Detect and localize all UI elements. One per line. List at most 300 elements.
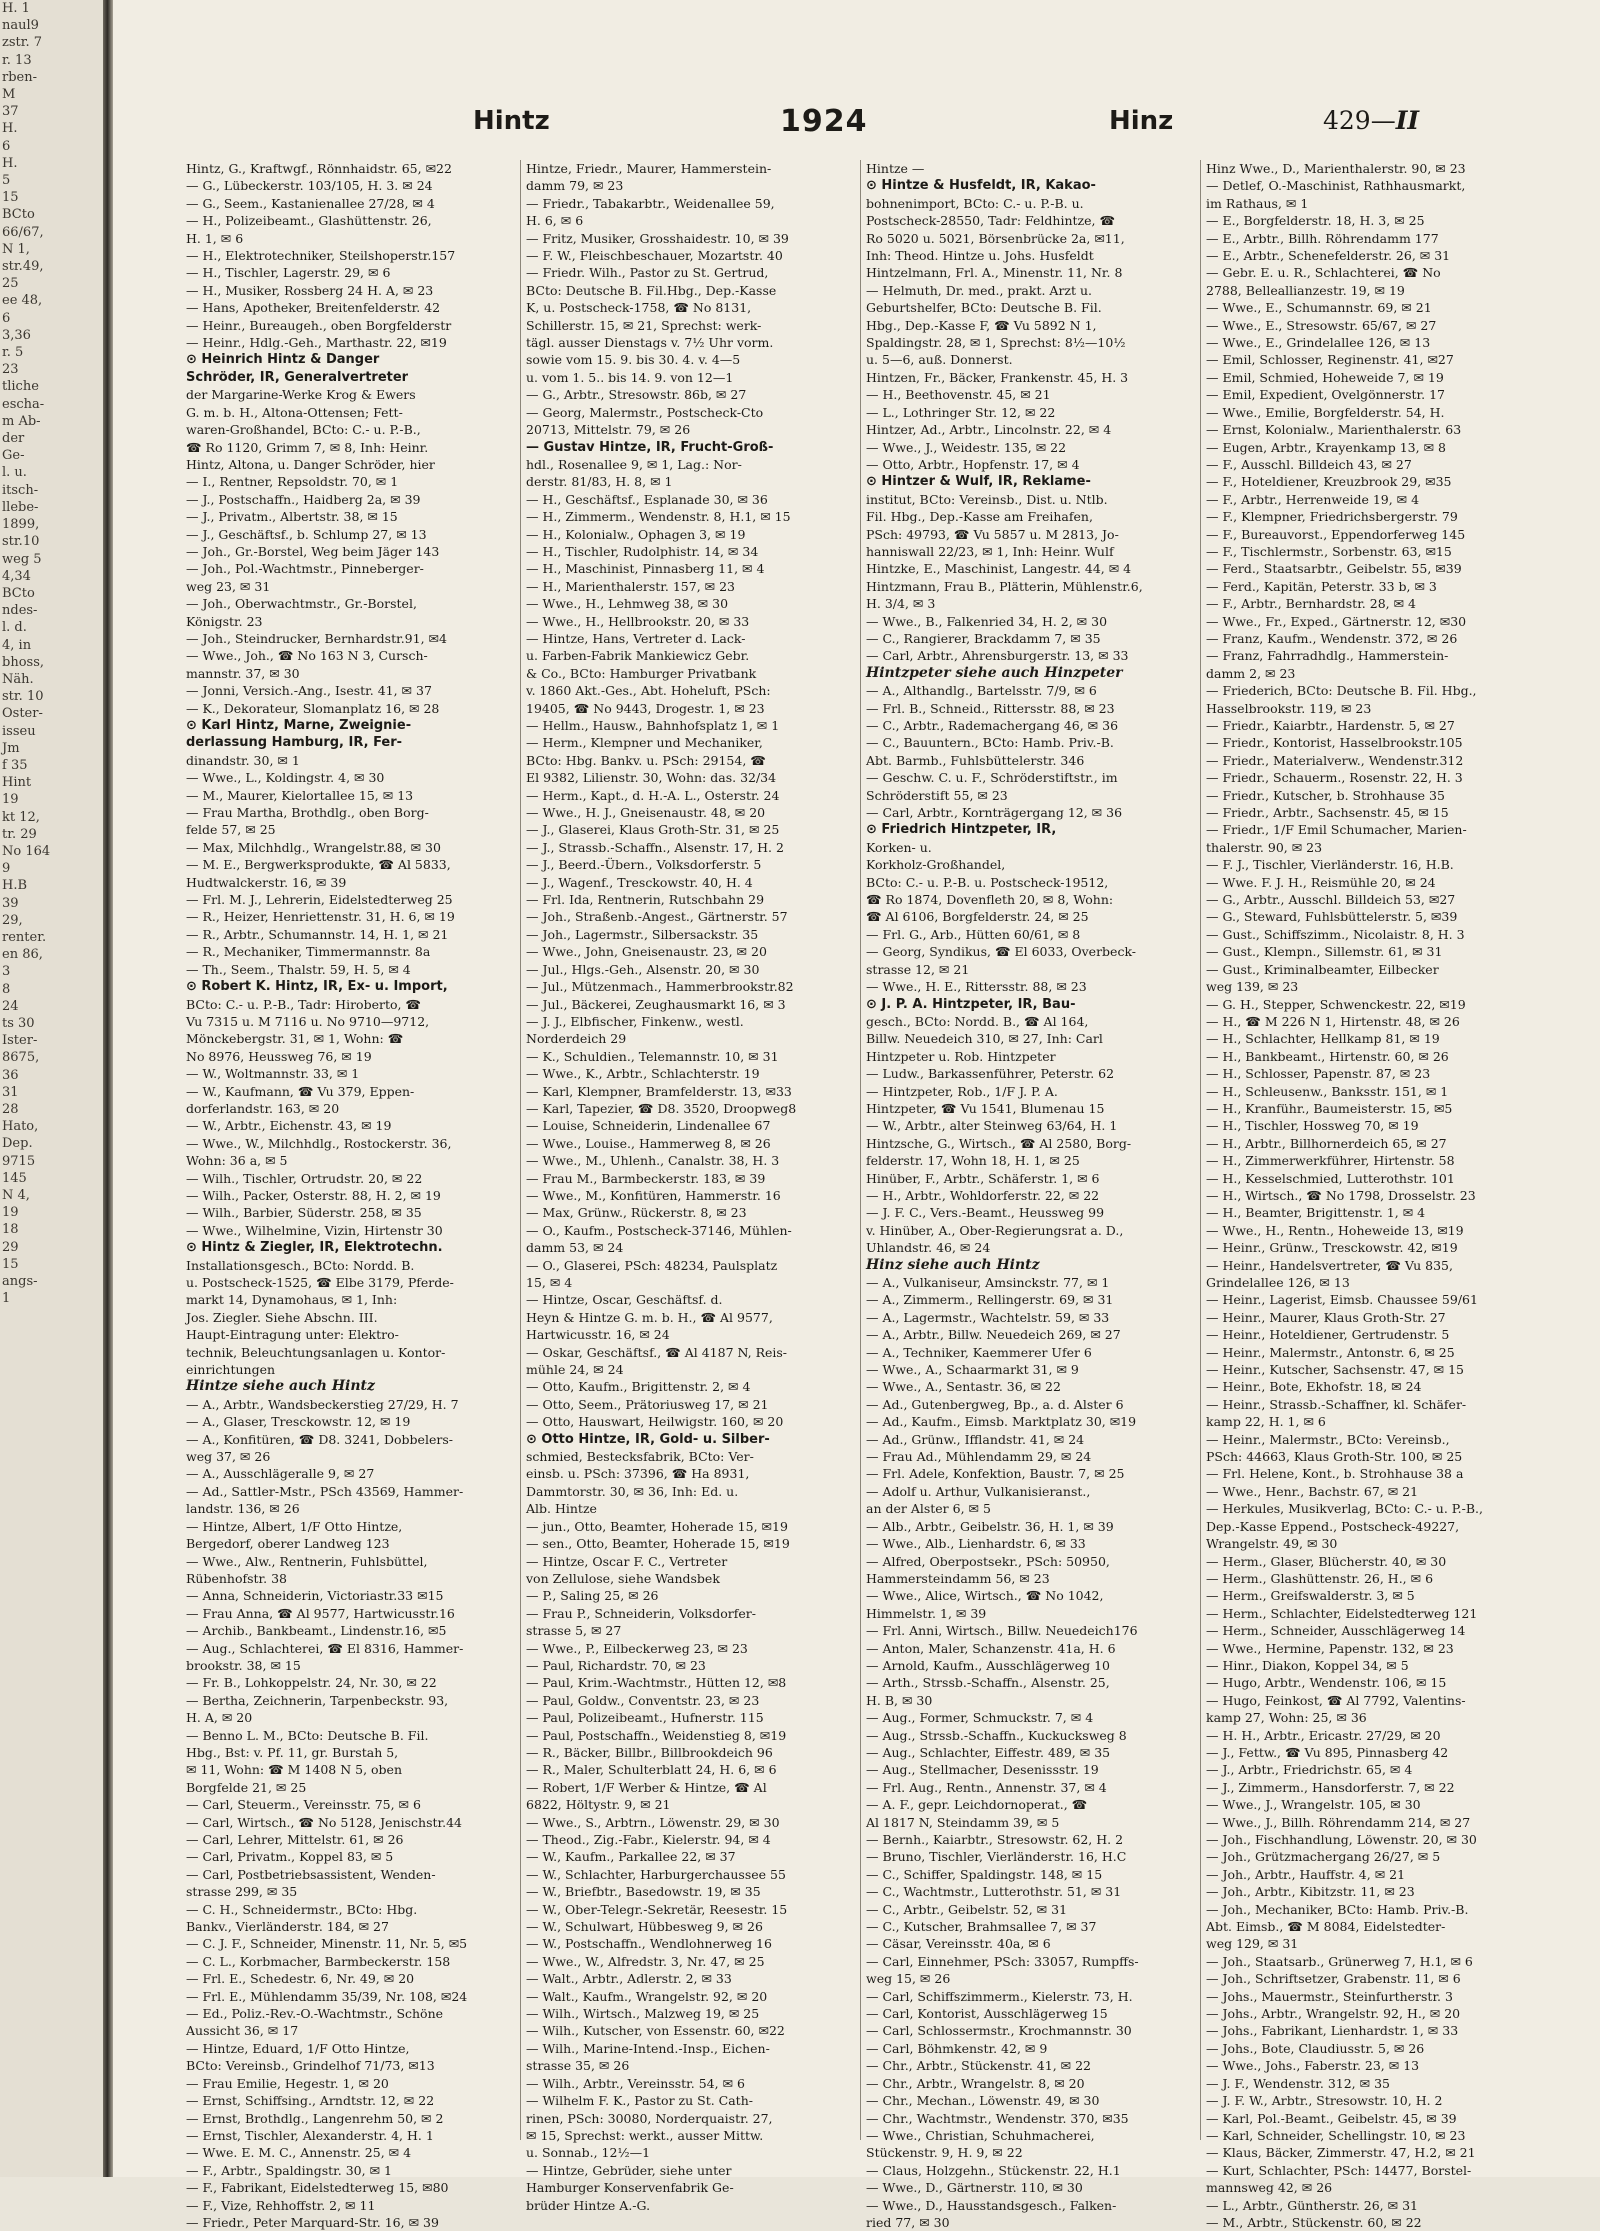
directory-entry: — Wwe., Johs., Faberstr. 23, ✉ 13	[1206, 2058, 1420, 2074]
directory-entry: einrichtungen	[186, 1362, 276, 1378]
directory-entry: — J., Arbtr., Friedrichstr. 65, ✉ 4	[1206, 1762, 1413, 1778]
directory-entry: rinen, PSch: 30080, Norderquaistr. 27,	[526, 2110, 773, 2126]
directory-entry: — Wwe., M., Uhlenh., Canalstr. 38, H. 3	[526, 1153, 780, 1169]
directory-entry: — Carl, Wirtsch., ☎ No 5128, Jenischstr.44	[186, 1814, 463, 1830]
directory-entry: — Carl, Schiffszimmerm., Kielerstr. 73, H.	[866, 1988, 1133, 2004]
previous-page-fragment: 66/67,	[2, 224, 44, 240]
directory-entry: — F. J., Tischler, Vierländerstr. 16, H.B.	[1206, 857, 1454, 873]
firm-entry: ⊙ Heinrich Hintz & Danger	[186, 352, 380, 368]
directory-entry: — Heinr., Maurer, Klaus Groth-Str. 27	[1206, 1309, 1446, 1325]
directory-entry: — R., Maler, Schulterblatt 24, H. 6, ✉ 6	[526, 1762, 777, 1778]
directory-entry: Hinz Wwe., D., Marienthalerstr. 90, ✉ 23	[1206, 161, 1466, 176]
directory-entry: mannsweg 42, ✉ 26	[1206, 2180, 1333, 2196]
previous-page-fragment: Jm	[2, 740, 20, 756]
previous-page-fragment: llebe-	[2, 499, 39, 515]
directory-entry: Hintze —	[866, 161, 925, 176]
directory-column-1	[181, 160, 521, 2230]
directory-entry: — W., Schulwart, Hübbesweg 9, ✉ 26	[526, 1919, 763, 1935]
directory-entry: — Wwe., Wilhelmine, Vizin, Hirtenstr 30	[186, 1222, 443, 1238]
directory-entry: Abt. Eimsb., ☎ M 8084, Eidelstedter-	[1206, 1919, 1446, 1935]
directory-entry: — Wwe., J., Billh. Röhrendamm 214, ✉ 27	[1206, 1814, 1471, 1830]
directory-entry: — W., Kaufm., Parkallee 22, ✉ 37	[526, 1849, 736, 1865]
directory-entry: — Walt., Kaufm., Wrangelstr. 92, ✉ 20	[526, 1988, 768, 2004]
directory-entry: — Wwe. E. M. C., Annenstr. 25, ✉ 4	[186, 2145, 412, 2161]
directory-entry: — H., Schlachter, Hellkamp 81, ✉ 19	[1206, 1031, 1440, 1047]
directory-entry: — Friedr., Kontorist, Hasselbrookstr.105	[1206, 735, 1463, 751]
directory-entry: — W., Kaufmann, ☎ Vu 379, Eppen-	[186, 1083, 415, 1099]
directory-entry: — H., Arbtr., Billhornerdeich 65, ✉ 27	[1206, 1135, 1447, 1151]
directory-entry: — Benno L. M., BCto: Deutsche B. Fil.	[186, 1727, 429, 1743]
directory-entry: — jun., Otto, Beamter, Hoherade 15, ✉19	[526, 1518, 788, 1534]
directory-entry: — Frau Emilie, Hegestr. 1, ✉ 20	[186, 2075, 389, 2091]
directory-entry: H. 1, ✉ 6	[186, 230, 244, 246]
previous-page-fragment: renter.	[2, 929, 47, 945]
directory-entry: — Wwe., L., Koldingstr. 4, ✉ 30	[186, 770, 385, 786]
previous-page-fragment: str. 10	[2, 689, 44, 705]
directory-entry: — Johs., Arbtr., Wrangelstr. 92, H., ✉ 20	[1206, 2006, 1461, 2022]
directory-entry: — Herm., Glashüttenstr. 26, H., ✉ 6	[1206, 1570, 1434, 1586]
directory-entry: — C., Bauuntern., BCto: Hamb. Priv.-B.	[866, 735, 1114, 751]
firm-entry: derlassung Hamburg, IR, Fer-	[186, 735, 403, 751]
directory-entry: — Karl, Tapezier, ☎ D8. 3520, Droopweg8	[526, 1100, 797, 1116]
previous-page-fragment: Ister-	[2, 1033, 38, 1049]
directory-entry: — M., Arbtr., Stückenstr. 60, ✉ 22	[1206, 2214, 1422, 2230]
directory-entry: — Heinr., Lagerist, Eimsb. Chaussee 59/61	[1206, 1292, 1478, 1308]
directory-entry: — Louise, Schneiderin, Lindenallee 67	[526, 1118, 771, 1134]
firm-entry: ⊙ Otto Hintze, IR, Gold- u. Silber-	[526, 1431, 770, 1447]
directory-entry: — Emil, Schmied, Hoheweide 7, ✉ 19	[1206, 369, 1444, 385]
directory-entry: — J., Geschäftsf., b. Schlump 27, ✉ 13	[186, 526, 427, 542]
directory-entry: — Wilhelm F. K., Pastor zu St. Cath-	[526, 2093, 753, 2109]
directory-entry: brüder Hintze A.-G.	[526, 2197, 651, 2213]
previous-page-fragment: m Ab-	[2, 413, 41, 429]
directory-entry: — Carl, Lehrer, Mittelstr. 61, ✉ 26	[186, 1832, 404, 1847]
directory-entry: — A., Arbtr., Billw. Neuedeich 269, ✉ 27	[866, 1327, 1121, 1343]
directory-entry: — Georg, Syndikus, ☎ El 6033, Overbeck-	[866, 944, 1137, 960]
directory-entry: BCto: C.- u. P.-B. u. Postscheck-19512,	[866, 874, 1109, 890]
directory-entry: — Frau P., Schneiderin, Volksdorfer-	[526, 1605, 756, 1621]
firm-entry: Schröder, IR, Generalvertreter	[186, 369, 409, 385]
directory-entry: Heyn & Hintze G. m. b. H., ☎ Al 9577,	[526, 1309, 773, 1325]
directory-entry: — Geschw. C. u. F., Schröderstiftstr., im	[866, 770, 1118, 786]
directory-entry: — Helmuth, Dr. med., prakt. Arzt u.	[866, 282, 1093, 298]
directory-entry: — Wwe., B., Falkenried 34, H. 2, ✉ 30	[866, 613, 1108, 629]
directory-entry: Wrangelstr. 49, ✉ 30	[1206, 1536, 1338, 1552]
directory-entry: Hintzen, Fr., Bäcker, Frankenstr. 45, H. 3	[866, 369, 1129, 385]
firm-entry: ⊙ Hintz & Ziegler, IR, Elektrotechn.	[186, 1240, 443, 1256]
directory-entry: — A., Lagermstr., Wachtelstr. 59, ✉ 33	[866, 1309, 1110, 1325]
directory-entry: — G., Steward, Fuhlsbüttelerstr. 5, ✉39	[1206, 909, 1458, 925]
directory-entry: — Herm., Klempner und Mechaniker,	[526, 735, 763, 751]
directory-entry: — M. E., Bergwerksprodukte, ☎ Al 5833,	[186, 857, 451, 873]
directory-entry: — Friedr., Schauerm., Rosenstr. 22, H. 3	[1206, 770, 1463, 786]
directory-entry: — A., Althandlg., Bartelsstr. 7/9, ✉ 6	[866, 683, 1097, 699]
directory-entry: sowie vom 15. 9. bis 30. 4. v. 4—5	[526, 352, 741, 368]
directory-entry: — Wwe., E., Stresowstr. 65/67, ✉ 27	[1206, 317, 1437, 333]
directory-entry: — Joh., Lagermstr., Silbersackstr. 35	[526, 926, 759, 942]
directory-entry: — Carl, Steuerm., Vereinsstr. 75, ✉ 6	[186, 1797, 421, 1813]
directory-entry: — Jul., Hlgs.-Geh., Alsenstr. 20, ✉ 30	[526, 961, 760, 977]
directory-entry: — H., Beamter, Brigittenstr. 1, ✉ 4	[1206, 1205, 1426, 1221]
directory-entry: Uhlandstr. 46, ✉ 24	[866, 1240, 991, 1256]
directory-entry: — Frl. B., Schneid., Rittersstr. 88, ✉ 23	[866, 700, 1115, 716]
directory-entry: — Frl. Anni, Wirtsch., Billw. Neuedeich176	[866, 1623, 1138, 1639]
directory-entry: — Hintze, Oscar F. C., Vertreter	[526, 1553, 728, 1569]
directory-entry: — Wwe., D., Gärtnerstr. 110, ✉ 30	[866, 2180, 1083, 2196]
directory-entry: — O., Kaufm., Postscheck-37146, Mühlen-	[526, 1222, 792, 1238]
directory-entry: — W., Woltmannstr. 33, ✉ 1	[186, 1066, 360, 1082]
directory-entry: — Jonni, Versich.-Ang., Isestr. 41, ✉ 37	[186, 683, 432, 699]
previous-page-fragment: 4,34	[2, 568, 31, 584]
directory-entry: — J., Postschaffn., Haidberg 2a, ✉ 39	[186, 491, 421, 507]
directory-entry: K, u. Postscheck-1758, ☎ No 8131,	[526, 300, 752, 316]
directory-entry: Borgfelde 21, ✉ 25	[186, 1779, 307, 1795]
directory-entry: — Hellm., Hausw., Bahnhofsplatz 1, ✉ 1	[526, 718, 780, 733]
directory-entry: 6822, Höltystr. 9, ✉ 21	[526, 1797, 671, 1813]
directory-entry: — Wilh., Marine-Intend.-Insp., Eichen-	[526, 2040, 770, 2056]
directory-entry: — Hugo, Feinkost, ☎ Al 7792, Valentins-	[1206, 1692, 1466, 1708]
directory-entry: — Joh., Oberwachtmstr., Gr.-Borstel,	[186, 596, 417, 612]
directory-entry: — Wwe., H. J., Gneisenaustr. 48, ✉ 20	[526, 805, 766, 821]
directory-entry: landstr. 136, ✉ 26	[186, 1501, 300, 1517]
previous-page-fragment: angs-	[2, 1274, 38, 1290]
directory-entry: — G., Seem., Kastanienallee 27/28, ✉ 4	[186, 195, 435, 211]
previous-page-fragment: 37	[2, 104, 19, 120]
directory-entry: — Joh., Pol.-Wachtmstr., Pinneberger-	[186, 561, 424, 577]
directory-entry: — I., Rentner, Repsoldstr. 70, ✉ 1	[186, 474, 399, 490]
directory-entry: — Alfred, Oberpostsekr., PSch: 50950,	[866, 1553, 1110, 1569]
directory-entry: — H., Beethovenstr. 45, ✉ 21	[866, 387, 1051, 403]
directory-entry: Installationsgesch., BCto: Nordd. B.	[186, 1257, 415, 1273]
directory-entry: Hintzpeter, ☎ Vu 1541, Blumenau 15	[866, 1100, 1105, 1116]
previous-page-fragment: N 1,	[2, 241, 30, 257]
directory-entry: H. 3/4, ✉ 3	[866, 596, 936, 612]
directory-columns	[181, 160, 1541, 2230]
directory-entry: — F., Fabrikant, Eidelstedterweg 15, ✉80	[186, 2180, 449, 2196]
directory-entry: — W., Ober-Telegr.-Sekretär, Reesestr. 15	[526, 1901, 788, 1917]
directory-entry: Hintzelmann, Frl. A., Minenstr. 11, Nr. 8	[866, 265, 1123, 281]
directory-entry: Norderdeich 29	[526, 1031, 627, 1047]
directory-entry: — Johs., Mauermstr., Steinfurtherstr. 3	[1206, 1988, 1453, 2004]
directory-entry: — Ed., Poliz.-Rev.-O.-Wachtmstr., Schöne	[186, 2006, 444, 2022]
directory-entry: Hintzke, E., Maschinist, Langestr. 44, ✉ 4	[866, 561, 1132, 577]
directory-entry: El 9382, Lilienstr. 30, Wohn: das. 32/34	[526, 770, 777, 786]
directory-entry: Hintzpeter u. Rob. Hintzpeter	[866, 1048, 1056, 1064]
previous-page-fragment: escha-	[2, 396, 45, 412]
previous-page-fragment: 9715	[2, 1153, 36, 1169]
directory-entry: — H., Marienthalerstr. 157, ✉ 23	[526, 578, 736, 594]
directory-entry: Himmelstr. 1, ✉ 39	[866, 1605, 987, 1621]
directory-entry: — Max, Grünw., Rückerstr. 8, ✉ 23	[526, 1205, 747, 1221]
directory-entry: — M., Maurer, Kielortallee 15, ✉ 13	[186, 787, 414, 803]
directory-entry: technik, Beleuchtungsanlagen u. Kontor-	[186, 1344, 446, 1360]
directory-entry: — G., Arbtr., Stresowstr. 86b, ✉ 27	[526, 387, 747, 403]
directory-entry: — Ernst, Tischler, Alexanderstr. 4, H. 1	[186, 2127, 434, 2143]
directory-entry: — Wilh., Kutscher, von Essenstr. 60, ✉22	[526, 2023, 785, 2039]
directory-entry: — H., Kranführ., Baumeisterstr. 15, ✉5	[1206, 1100, 1453, 1116]
directory-entry: — Heinr., Kutscher, Sachsenstr. 47, ✉ 15	[1206, 1362, 1465, 1378]
directory-entry: — Ferd., Kapitän, Peterstr. 33 b, ✉ 3	[1206, 578, 1437, 594]
directory-entry: — R., Bäcker, Billbr., Billbrookdeich 96	[526, 1744, 773, 1760]
directory-entry: — F. W., Fleischbeschauer, Mozartstr. 40	[526, 248, 783, 264]
previous-page-fragment: Dep.	[2, 1136, 33, 1152]
directory-entry: — C., Rangierer, Brackdamm 7, ✉ 35	[866, 630, 1101, 646]
directory-entry: — P., Saling 25, ✉ 26	[526, 1588, 659, 1604]
directory-entry: — Wwe., H., Rentn., Hoheweide 13, ✉19	[1206, 1222, 1464, 1238]
directory-entry: — Bruno, Tischler, Vierländerstr. 16, H.C	[866, 1849, 1127, 1865]
directory-entry: Korken- u.	[866, 839, 932, 855]
directory-entry: Geburtshelfer, BCto: Deutsche B. Fil.	[866, 300, 1102, 316]
directory-entry: weg 23, ✉ 31	[186, 578, 271, 594]
previous-page-fragment: 18	[2, 1222, 19, 1238]
previous-page-fragment: M	[2, 87, 16, 103]
directory-entry: weg 139, ✉ 23	[1206, 979, 1299, 995]
directory-entry: — Ad., Gutenbergweg, Bp., a. d. Alster 6	[866, 1396, 1124, 1412]
directory-entry: — Otto, Seem., Prätoriusweg 17, ✉ 21	[526, 1396, 769, 1412]
directory-entry: — E., Borgfelderstr. 18, H. 3, ✉ 25	[1206, 213, 1425, 229]
directory-entry: — H., Maschinist, Pinnasberg 11, ✉ 4	[526, 561, 765, 577]
directory-entry: Billw. Neuedeich 310, ✉ 27, Inh: Carl	[866, 1031, 1103, 1047]
directory-entry: — Wwe., Alb., Lienhardstr. 6, ✉ 33	[866, 1536, 1086, 1552]
directory-entry: — Herm., Kapt., d. H.-A. L., Osterstr. 24	[526, 787, 780, 803]
directory-entry: — H., Arbtr., Wohldorferstr. 22, ✉ 22	[866, 1187, 1100, 1203]
directory-entry: brookstr. 38, ✉ 15	[186, 1657, 301, 1673]
directory-entry: — Carl, Arbtr., Kornträgergang 12, ✉ 36	[866, 805, 1123, 821]
directory-entry: — Max, Milchhdlg., Wrangelstr.88, ✉ 30	[186, 839, 441, 855]
directory-entry: thalerstr. 90, ✉ 23	[1206, 839, 1323, 855]
directory-entry: Ro 5020 u. 5021, Börsenbrücke 2a, ✉11,	[866, 230, 1125, 246]
directory-entry: bohnenimport, BCto: C.- u. P.-B. u.	[866, 195, 1084, 211]
directory-entry: — C., Kutscher, Brahmsallee 7, ✉ 37	[866, 1919, 1097, 1935]
directory-entry: — Friederich, BCto: Deutsche B. Fil. Hbg.,	[1206, 683, 1477, 699]
previous-page-fragment: isseu	[2, 723, 36, 739]
directory-entry: — Kurt, Schlachter, PSch: 14477, Borstel-	[1206, 2162, 1472, 2178]
directory-entry: gesch., BCto: Nordd. B., ☎ Al 164,	[866, 1013, 1089, 1029]
directory-entry: — C. L., Korbmacher, Barmbeckerstr. 158	[186, 1953, 451, 1969]
directory-entry: — C., Arbtr., Rademachergang 46, ✉ 36	[866, 718, 1119, 733]
directory-entry: — Hintze, Albert, 1/F Otto Hintze,	[186, 1518, 403, 1534]
directory-entry: Bankv., Vierländerstr. 184, ✉ 27	[186, 1919, 389, 1935]
previous-page-fragment: 19	[2, 792, 19, 808]
directory-entry: — Karl, Schneider, Schellingstr. 10, ✉ 23	[1206, 2127, 1466, 2143]
directory-entry: — Jul., Mützenmach., Hammerbrookstr.82	[526, 979, 794, 995]
directory-entry: Schröderstift 55, ✉ 23	[866, 787, 1008, 803]
directory-entry: — Johs., Bote, Claudiusstr. 5, ✉ 26	[1206, 2040, 1425, 2056]
directory-entry: — Hintze, Gebrüder, siehe unter	[526, 2162, 732, 2178]
directory-entry: tägl. ausser Dienstags v. 7½ Uhr vorm.	[526, 335, 774, 351]
directory-entry: — Aug., Strssb.-Schaffn., Kuckucksweg 8	[866, 1727, 1127, 1743]
directory-entry: Hintz, Altona, u. Danger Schröder, hier	[186, 456, 435, 472]
previous-page-fragment: N 4,	[2, 1188, 30, 1204]
directory-entry: — Frl. Adele, Konfektion, Baustr. 7, ✉ 25	[866, 1466, 1125, 1482]
directory-entry: — Hintze, Eduard, 1/F Otto Hintze,	[186, 2040, 410, 2056]
directory-entry: — Archib., Bankbeamt., Lindenstr.16, ✉5	[186, 1623, 447, 1639]
previous-page-fragment: 1899,	[2, 517, 40, 533]
directory-entry: — Ernst, Kolonialw., Marienthalerstr. 63	[1206, 422, 1462, 438]
previous-page-fragment: l. d.	[2, 620, 27, 636]
directory-entry: Alb. Hintze	[526, 1501, 597, 1517]
directory-entry: — J., Beerd.-Übern., Volksdorferstr. 5	[526, 857, 762, 873]
previous-page-fragment: 25	[2, 276, 19, 292]
directory-entry: — Wwe., W., Alfredstr. 3, Nr. 47, ✉ 25	[526, 1953, 765, 1969]
directory-entry: markt 14, Dynamohaus, ✉ 1, Inh:	[186, 1292, 398, 1308]
directory-entry: — F., Hoteldiener, Kreuzbrook 29, ✉35	[1206, 474, 1452, 490]
header-right-keyword: Hinz	[1109, 106, 1174, 136]
directory-entry: — Wwe., Emilie, Borgfelderstr. 54, H.	[1206, 404, 1445, 420]
directory-entry: — H., Musiker, Rossberg 24 H. A, ✉ 23	[186, 282, 434, 298]
directory-entry: — Otto, Kaufm., Brigittenstr. 2, ✉ 4	[526, 1379, 751, 1395]
directory-entry: Inh: Theod. Hintze u. Johs. Husfeldt	[866, 248, 1094, 264]
previous-page-fragment: 6	[2, 310, 11, 326]
previous-page-fragment: 29	[2, 1239, 19, 1255]
header-year: 1924	[780, 104, 868, 139]
directory-entry: — sen., Otto, Beamter, Hoherade 15, ✉19	[526, 1536, 790, 1552]
directory-entry: — H. H., Arbtr., Ericastr. 27/29, ✉ 20	[1206, 1727, 1441, 1743]
directory-entry: — H., Zimmerwerkführer, Hirtenstr. 58	[1206, 1153, 1455, 1169]
directory-entry: — A. F., gepr. Leichdornoperat., ☎	[866, 1797, 1088, 1813]
directory-entry: — Joh., Straßenb.-Angest., Gärtnerstr. 57	[526, 909, 788, 925]
directory-entry: — Wwe., K., Arbtr., Schlachterstr. 19	[526, 1066, 760, 1082]
directory-entry: — Wwe., Alice, Wirtsch., ☎ No 1042,	[866, 1588, 1104, 1604]
directory-entry: — R., Mechaniker, Timmermannstr. 8a	[186, 944, 431, 960]
directory-entry: Hintze, Friedr., Maurer, Hammerstein-	[526, 161, 772, 176]
directory-entry: Haupt-Eintragung unter: Elektro-	[186, 1327, 399, 1343]
directory-entry: schmied, Bestecksfabrik, BCto: Ver-	[526, 1449, 754, 1465]
directory-entry: — Gust., Kriminalbeamter, Eilbecker	[1206, 961, 1439, 977]
directory-entry: — Paul, Polizeibeamt., Hufnerstr. 115	[526, 1710, 764, 1726]
directory-entry: ✉ 15, Sprechst: werkt., ausser Mittw.	[526, 2127, 764, 2143]
directory-entry: — H., Zimmerm., Wendenstr. 8, H.1, ✉ 15	[526, 509, 791, 525]
directory-entry: — Chr., Arbtr., Stückenstr. 41, ✉ 22	[866, 2058, 1092, 2074]
previous-page-fragment: Näh.	[2, 671, 34, 687]
directory-entry: — Heinr., Bureaugeh., oben Borgfelderstr	[186, 317, 452, 333]
directory-entry: — Otto, Hauswart, Heilwigstr. 160, ✉ 20	[526, 1414, 784, 1430]
directory-entry: — Wilh., Arbtr., Vereinsstr. 54, ✉ 6	[526, 2075, 745, 2091]
directory-entry: — E., Arbtr., Billh. Röhrendamm 177	[1206, 230, 1439, 246]
directory-entry: — H., Schlosser, Papenstr. 87, ✉ 23	[1206, 1066, 1431, 1082]
directory-entry: — Otto, Arbtr., Hopfenstr. 17, ✉ 4	[866, 456, 1080, 472]
directory-entry: — F., Arbtr., Spaldingstr. 30, ✉ 1	[186, 2162, 392, 2178]
firm-entry: ⊙ Friedrich Hintzpeter, IR,	[866, 822, 1057, 838]
directory-entry: — W., Postschaffn., Wendlohnerweg 16	[526, 1936, 772, 1952]
directory-entry: mühle 24, ✉ 24	[526, 1362, 624, 1378]
previous-page-fragment: ee 48,	[2, 293, 43, 309]
directory-entry: No 8976, Heussweg 76, ✉ 19	[186, 1048, 372, 1064]
directory-entry: — Wwe., H. E., Rittersstr. 88, ✉ 23	[866, 979, 1087, 995]
previous-page-fragment: ndes-	[2, 603, 38, 619]
previous-page-fragment: 31	[2, 1084, 19, 1100]
directory-entry: — H., Tischler, Hossweg 70, ✉ 19	[1206, 1118, 1419, 1134]
directory-entry: — J. F. C., Vers.-Beamt., Heussweg 99	[866, 1205, 1105, 1221]
directory-entry: waren-Großhandel, BCto: C.- u. P.-B.,	[186, 422, 421, 438]
directory-column-2	[521, 160, 861, 2213]
directory-entry: — Wilh., Barbier, Süderstr. 258, ✉ 35	[186, 1205, 422, 1221]
directory-entry: — Joh., Arbtr., Kibitzstr. 11, ✉ 23	[1206, 1884, 1415, 1900]
directory-entry: — Aug., Former, Schmuckstr. 7, ✉ 4	[866, 1710, 1094, 1726]
directory-entry: Grindelallee 126, ✉ 13	[1206, 1275, 1350, 1290]
directory-entry: — Walt., Arbtr., Adlerstr. 2, ✉ 33	[526, 1971, 732, 1987]
directory-entry: — J., Wagenf., Tresckowstr. 40, H. 4	[526, 874, 753, 890]
directory-entry: — Friedr., Kaiarbtr., Hardenstr. 5, ✉ 27	[1206, 718, 1455, 733]
directory-entry: — Hugo, Arbtr., Wendenstr. 106, ✉ 15	[1206, 1675, 1447, 1691]
directory-entry: Königstr. 23	[186, 613, 263, 629]
previous-page-fragment: 8675,	[2, 1050, 40, 1066]
directory-entry: — Heinr., Malermstr., BCto: Vereinsb.,	[1206, 1431, 1450, 1447]
directory-entry: Schillerstr. 15, ✉ 21, Sprechst: werk-	[526, 317, 762, 333]
directory-entry: v. Hinüber, A., Ober-Regierungsrat a. D.,	[866, 1222, 1124, 1238]
directory-entry: mannstr. 37, ✉ 30	[186, 665, 300, 681]
directory-entry: H. 6, ✉ 6	[526, 213, 584, 229]
directory-entry: von Zellulose, siehe Wandsbek	[526, 1570, 720, 1586]
directory-entry: BCto: Deutsche B. Fil.Hbg., Dep.-Kasse	[526, 282, 777, 298]
directory-entry: — Ad., Grünw., Ifflandstr. 41, ✉ 24	[866, 1431, 1085, 1447]
directory-entry: H. A, ✉ 20	[186, 1710, 253, 1726]
directory-entry: — Ad., Kaufm., Eimsb. Marktplatz 30, ✉19	[866, 1414, 1137, 1430]
directory-entry: — Alb., Arbtr., Geibelstr. 36, H. 1, ✉ 39	[866, 1518, 1114, 1534]
previous-page-fragment: 36	[2, 1067, 19, 1083]
firm-entry: ⊙ Robert K. Hintz, IR, Ex- u. Import,	[186, 979, 448, 995]
directory-entry: — Frl. Ida, Rentnerin, Rutschbahn 29	[526, 892, 765, 908]
directory-entry: — Bernh., Kaiarbtr., Stresowstr. 62, H. 2	[866, 1832, 1124, 1847]
directory-entry: — Hintze, Oscar, Geschäftsf. d.	[526, 1292, 723, 1308]
directory-entry: — Th., Seem., Thalstr. 59, H. 5, ✉ 4	[186, 961, 411, 977]
directory-entry: — Oskar, Geschäftsf., ☎ Al 4187 N, Reis-	[526, 1344, 788, 1360]
directory-entry: an der Alster 6, ✉ 5	[866, 1501, 991, 1517]
directory-entry: dinandstr. 30, ✉ 1	[186, 752, 300, 768]
directory-entry: — J. J., Elbfischer, Finkenw., westl.	[526, 1013, 744, 1029]
previous-page-fragment: ts 30	[2, 1015, 35, 1031]
section-heading: Hintze siehe auch Hintz	[186, 1378, 375, 1395]
directory-entry: — Friedr., Materialverw., Wendenstr.312	[1206, 752, 1464, 768]
previous-page-fragment: Hint	[2, 775, 32, 791]
firm-entry: ⊙ J. P. A. Hintzpeter, IR, Bau-	[866, 996, 1076, 1012]
directory-entry: Hammersteindamm 56, ✉ 23	[866, 1570, 1050, 1586]
previous-page-fragment: 29,	[2, 912, 23, 928]
directory-entry: Dammtorstr. 30, ✉ 36, Inh: Ed. u.	[526, 1483, 739, 1499]
directory-entry: — A., Vulkaniseur, Amsinckstr. 77, ✉ 1	[866, 1275, 1110, 1290]
directory-entry: — Wwe., Alw., Rentnerin, Fuhlsbüttel,	[186, 1553, 428, 1569]
directory-entry: — J. F., Wendenstr. 312, ✉ 35	[1206, 2075, 1390, 2091]
directory-entry: — Fritz, Musiker, Grosshaidestr. 10, ✉ 39	[526, 230, 789, 246]
directory-entry: — Joh., Mechaniker, BCto: Hamb. Priv.-B.	[1206, 1901, 1469, 1917]
directory-entry: — Paul, Postschaffn., Weidenstieg 8, ✉19	[526, 1727, 787, 1743]
previous-page-fragment: r. 5	[2, 345, 24, 361]
directory-entry: strasse 35, ✉ 26	[526, 2058, 630, 2074]
directory-entry: — Ernst, Brothdlg., Langenrehm 50, ✉ 2	[186, 2110, 444, 2126]
previous-page-fragment: 39	[2, 895, 19, 911]
book-gutter	[103, 0, 113, 2177]
directory-entry: — Karl, Klempner, Bramfelderstr. 13, ✉33	[526, 1083, 792, 1099]
previous-page-fragment: zstr. 7	[2, 35, 43, 51]
directory-entry: & Co., BCto: Hamburger Privatbank	[526, 665, 757, 681]
directory-entry: Hamburger Konservenfabrik Ge-	[526, 2180, 734, 2196]
directory-entry: — Frl. G., Arb., Hütten 60/61, ✉ 8	[866, 926, 1081, 942]
directory-entry: Dep.-Kasse Eppend., Postscheck-49227,	[1206, 1518, 1460, 1534]
directory-entry: BCto: Vereinsb., Grindelhof 71/73, ✉13	[186, 2058, 435, 2074]
directory-entry: Jos. Ziegler. Siehe Abschn. III.	[186, 1309, 378, 1325]
previous-page-fragment: 145	[2, 1170, 27, 1186]
directory-entry: — Joh., Steindrucker, Bernhardstr.91, ✉4	[186, 630, 447, 646]
directory-entry: — C., Wachtmstr., Lutterothstr. 51, ✉ 31	[866, 1884, 1122, 1900]
directory-entry: — Hintze, Hans, Vertreter d. Lack-	[526, 630, 746, 646]
directory-entry: weg 15, ✉ 26	[866, 1971, 951, 1987]
directory-entry: ☎ Ro 1874, Dovenfleth 20, ✉ 8, Wohn:	[866, 892, 1114, 908]
previous-page-fragment: 1	[2, 1291, 11, 1307]
directory-entry: — Claus, Holzgehn., Stückenstr. 22, H.1	[866, 2162, 1121, 2178]
directory-entry: kamp 22, H. 1, ✉ 6	[1206, 1414, 1326, 1430]
directory-entry: weg 37, ✉ 26	[186, 1449, 271, 1465]
directory-entry: — Carl, Kontorist, Ausschlägerweg 15	[866, 2006, 1108, 2022]
